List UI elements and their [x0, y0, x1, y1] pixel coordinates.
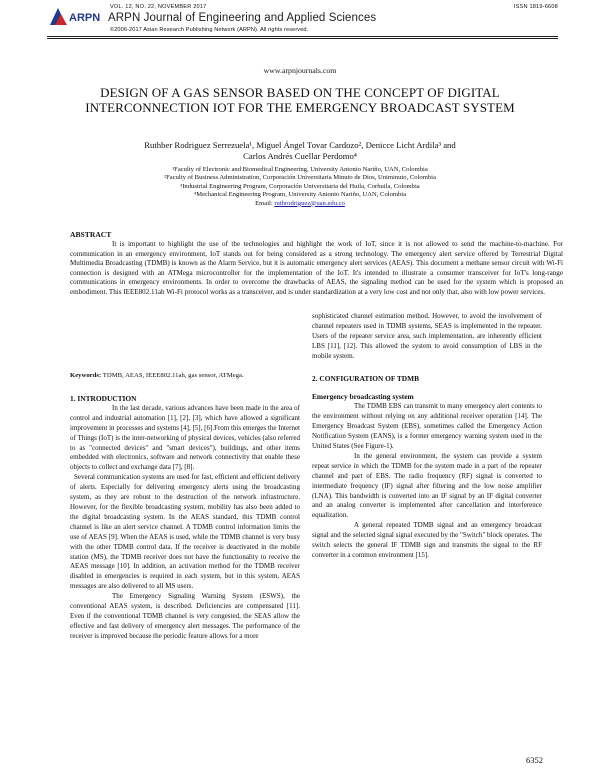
authors-line-1: Ruthber Rodriguez Serrezuela¹, Miguel Ángel Tovar Cardozo², Denicce Licht Ardila³ and	[144, 140, 456, 150]
subsection-heading: Emergency broadcasting system	[312, 392, 414, 402]
abstract-text: It is important to highlight the use of the technologies and highlight the work of IoT, since it is not allowed to send the machine-to-machine. For communication in an emergency environment, IoT stands out for being considered as a strong technology. The emergency alert service offered by Terrestrial Digital Multimedia Broadcasting (TDMB) is known as the Alarm Service, but it is automatic emergency alert services (AEAS). This document a methane sensor circuit with Wi-Fi connection is designed with an ATMega microcontroller for the implementation of the IoT. It's intended to illustrate a consumer transceiver for IoT's long-range communications in emergency environments. In order to overcome the drawbacks of AEAS, the signaling method can be used for the system which is proposed an embodiment. This IEEE802.11ah Wi-Fi protocol works as a transceiver, and is under standardization at a very low cost and not only that, also with low power services.	[70, 240, 563, 296]
intro-paragraph-2: Several communication systems are used for fast, efficient and efficient delivery of alerts. Especially for delivering emergency alerts using the broadcasting system, as they are robust to the destruction of the network infrastructure. However, for the flexible broadcasting system, mobility has also been added to the digital broadcasting system. In the AEAS standard, this TDMB control channel is like an alert service channel. A TDMB control information limits the use of AEAS [9]. When the AEAS is used, while the TDMB channel is very busy with the other TDMB control data. If the receiver is deactivated in the mobile station (MS), the TDMB receiver does not have the functionality to receive the AEAS message [10]. In addition, an activation method for the TDMB receiver disabled in emergencies is required in each system, but in this system, AEAS messages are also delivered to all MS users.	[70, 473, 300, 591]
email-link[interactable]: ruthrodriguez@uan.edu.co	[274, 199, 345, 207]
affiliations	[80, 166, 520, 208]
col2-paragraph-4: A general repeated TDMB signal and an emergency broadcast signal and the selected signal signal executed by the "Switch" block operates. The switch selects the general IF TDMB sign and transmits the signal to the RF converter in a common environment [15].	[312, 521, 542, 559]
affiliation-1: ¹Faculty of Electronic and Biomedical Engineering, University Antonio Nariño, UAN, Colombia	[172, 166, 428, 173]
affiliation-2: ²Faculty of Business Administration, Corporación Universitaria Minuto de Dios, Uniminuto, Colombia	[164, 174, 436, 182]
keywords-text: TDMB, AEAS, IEEE802.11ah, gas sensor, ATMega.	[102, 372, 244, 379]
affiliation-4: ⁴Mechanical Engineering Program, University Antonio Nariño, UAN, Colombia	[193, 191, 407, 199]
header-rule-top	[47, 36, 558, 37]
introduction-heading: 1. INTRODUCTION	[70, 394, 137, 403]
svg-text:ARPN: ARPN	[69, 12, 101, 24]
page-header	[0, 0, 600, 60]
issn: ISSN 1819-6608	[513, 4, 558, 10]
page-number: 6352	[526, 755, 543, 765]
col2-paragraph-3: In the general environment, the system can provide a system repeat service in which the TDMB for the system made in a part of the repeater channel and part of EBS. The radio frequency (RF) signal is converted to intermediate frequency (IF) signal after filtering and the low noise amplifier (LNA). This bandwidth is converted into an IF signal by an IF digital converter and an analog converter is implemented after cancellation and interference equalization.	[312, 451, 542, 520]
header-rule-bottom	[47, 38, 558, 39]
abstract	[70, 230, 563, 298]
affiliation-3: ³Industrial Engineering Program, Corporación Universitaria del Huila, Corhuila, Colombia	[180, 182, 420, 190]
authors-line-2: Carlos Andrés Cuellar Perdomo⁴	[243, 151, 357, 161]
journal-logo	[47, 5, 107, 27]
copyright: ©2006-2017 Asian Research Publishing Network (ARPN). All rights reserved.	[110, 27, 309, 33]
paper-title: DESIGN OF A GAS SENSOR BASED ON THE CONCEPT OF DIGITAL INTERCONNECTION IOT FOR THE EMERGENCY BROADCAST SYSTEM	[85, 85, 515, 115]
journal-website[interactable]: www.arpnjournals.com	[263, 66, 337, 75]
email-line	[80, 200, 520, 208]
abstract-body	[70, 240, 563, 298]
intro-paragraph-1: In the last decade, various advances have been made in the area of control and industrial automation [1], [2], [3], which have allowed a significant improvement in processes and systems [4], [5], [6].From this emerges the Internet of Things (IoT) is the inter-networking of physical devices, vehicles (also referred to as "connected devices" and "smart devices"), buildings, and other items embedded with electronics, software and network connectivity that enable these objects to collect and exchange data [7], [8].	[70, 403, 300, 472]
col2-paragraph-1: sophisticated channel estimation method. However, to avoid the involvement of channel repeaters used in TDMB systems, SEAS is implemented in the repeater. Users of the repeater service area, such implementation, are inherently efficient LBS [11], [12]. This allowed the system to avoid consumption of LBS in the mobile system.	[312, 312, 542, 360]
email-label: Email:	[255, 199, 273, 207]
keywords-label: Keywords:	[70, 372, 102, 379]
authors	[80, 140, 520, 162]
configuration-heading: 2. CONFIGURATION OF TDMB	[312, 373, 420, 383]
intro-paragraph-3: The Emergency Signaling Warning System (ESWS), the conventional AEAS system, is described. Deficiencies are compensated [11]. Even if the conventional TDMB channel is very congested, the SEAS allow the effective and fast delivery of emergency alert messages. The performance of the receiver is improved because the periodic feature allows for a more	[70, 592, 300, 640]
journal-name: ARPN Journal of Engineering and Applied Sciences	[108, 12, 377, 24]
col2-paragraph-2: The TDMB EBS can transmit to many emergency alert contents to the environment without relying on any additional receiver operation [14]. The Emergency Broadcast System (EBS), sometimes called the Emergency Action Notification System (EANS), is a former emergency warning system used in the United States (See Figure-1).	[312, 402, 542, 450]
volume-info: VOL. 12, NO. 22, NOVEMBER 2017	[110, 4, 207, 10]
arpn-logo-icon	[47, 5, 107, 27]
column-right	[312, 312, 542, 561]
abstract-heading: ABSTRACT	[70, 230, 112, 239]
column-left	[70, 394, 300, 642]
